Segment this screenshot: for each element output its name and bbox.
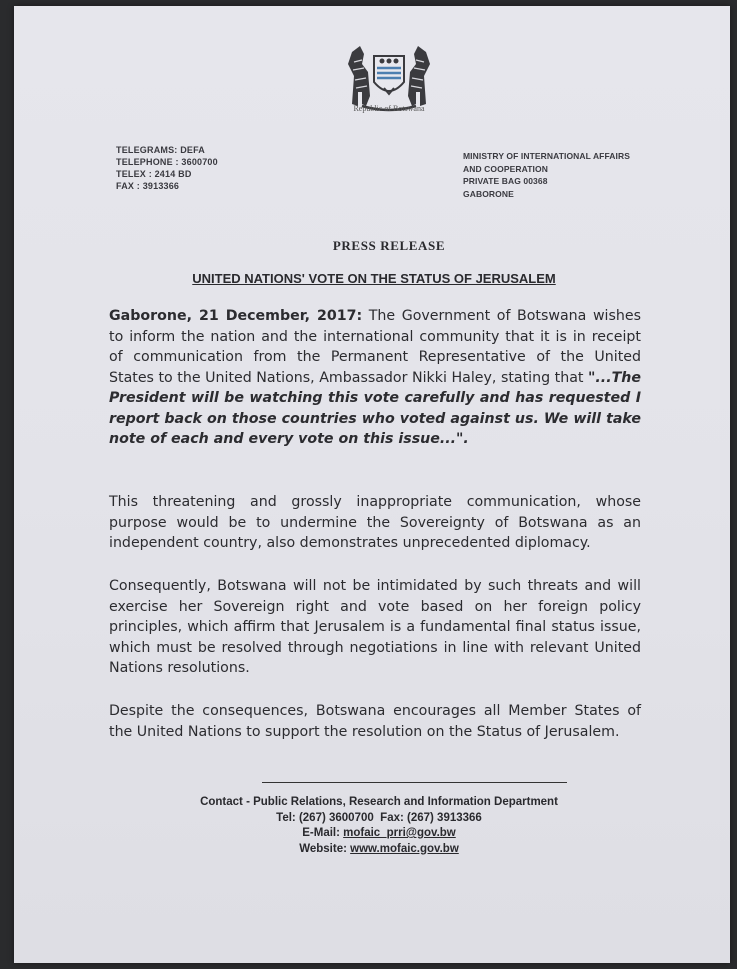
contact-phone-line [114,811,644,827]
email-label: E-Mail: [302,827,344,839]
ministry-name-line2: AND COOPERATION [463,163,548,174]
ministry-name-line1: MINISTRY OF INTERNATIONAL AFFAIRS [463,151,631,161]
ministry-address-block [463,150,630,200]
private-bag-line: PRIVATE BAG 00368 [463,176,548,186]
contact-fax: Fax: (267) 3913366 [380,811,482,824]
contact-tel: Tel: (267) 3600700 [276,811,374,824]
signature-divider [262,782,567,783]
paragraph-1-text: The Government of Botswana wishes to inform the nation and the international community that it is in receipt of communication from the Permanent Representative of the United States to the United Nations, Ambassador Nikki Haley, stating that [109,308,641,386]
haley-quote: "...The President will be watching this vote carefully and has requested I report back on those countries who voted against us. We will take note of each and every vote on this issue...". [109,369,641,447]
website-label: Website: [299,842,351,855]
paragraph-1 [109,306,641,450]
fax-line: FAX : 3913366 [116,181,180,191]
dateline: Gaborone, 21 December, 2017: [109,308,363,324]
paragraph-3: Consequently, Botswana will not be intimidated by such threats and will exercise her Sovereign right and vote based on her foreign policy principles, which affirm that Jerusalem is a fundamental final status issue, which must be resolved through negotiations in line with relevant United Nations resolutions. [109,578,641,676]
contact-footer [114,795,644,857]
city-line: GABORONE [463,188,514,199]
contact-department-line: Contact - Public Relations, Research and Information Department [200,796,558,808]
paragraph-2: This threatening and grossly inappropriate communication, whose purpose would be to undermine the Sovereignty of Botswana as an independent country, also demonstrates unprecedented diplomacy. [109,494,641,551]
document-heading: PRESS RELEASE [332,238,446,253]
contact-email-line [114,826,644,842]
document-subject: UNITED NATIONS' VOTE ON THE STATUS OF JERUSALEM [192,271,556,286]
contact-codes-block [116,144,218,192]
coat-of-arms-icon [334,34,444,114]
press-release-page [14,6,730,963]
paragraph-4: Despite the consequences, Botswana encourages all Member States of the United Nations to support the resolution on the Status of Jerusalem. [109,703,641,740]
email-link[interactable]: mofaic_prri@gov.bw [343,827,456,839]
website-link[interactable]: www.mofaic.gov.bw [350,842,459,855]
telex-line: TELEX : 2414 BD [116,169,192,179]
telephone-line: TELEPHONE : 3600700 [116,157,218,167]
telegrams-line: TELEGRAMS: DEFA [116,145,206,155]
contact-website-line [114,842,644,858]
crest-caption: Republic of Botswana [353,104,425,113]
